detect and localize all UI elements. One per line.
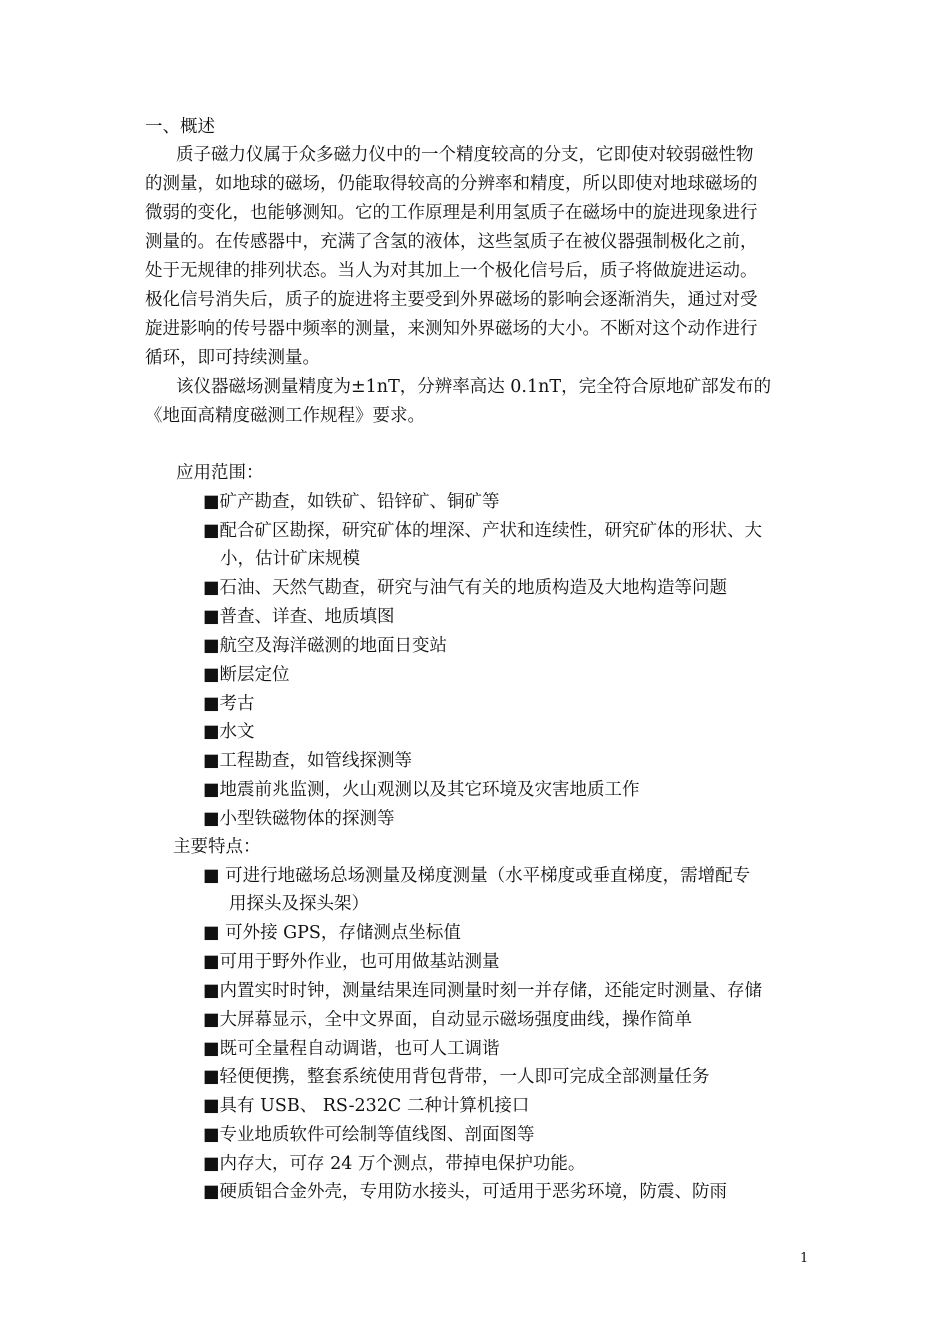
intro-line: 处于无规律的排列状态。当人为对其加上一个极化信号后，质子将做旋进运动。 <box>145 261 758 281</box>
feature-item: ■内置实时时钟，测量结果连同测量时刻一并存储，还能定时测量、存储 <box>203 981 763 1001</box>
intro-line: 极化信号消失后，质子的旋进将主要受到外界磁场的影响会逐渐消失，通过对受 <box>145 290 758 310</box>
feature-item: ■专业地质软件可绘制等值线图、剖面图等 <box>203 1125 535 1145</box>
features-heading: 主要特点： <box>173 837 261 857</box>
feature-item: ■硬质铝合金外壳，专用防水接头，可适用于恶劣环境，防震、防雨 <box>203 1182 728 1202</box>
application-item: ■石油、天然气勘查，研究与油气有关的地质构造及大地构造等问题 <box>203 578 728 598</box>
section-heading: 一、概述 <box>145 117 215 137</box>
feature-item: ■可用于野外作业，也可用做基站测量 <box>203 952 500 972</box>
application-item: ■工程勘查，如管线探测等 <box>203 751 413 771</box>
feature-item: ■内存大，可存 24 万个测点，带掉电保护功能。 <box>203 1154 586 1174</box>
applications-heading: 应用范围： <box>176 463 264 483</box>
application-item: ■考古 <box>203 694 255 714</box>
spec-line: 该仪器磁场测量精度为±1nT，分辨率高达 0.1nT，完全符合原地矿部发布的 <box>176 377 772 397</box>
intro-line: 循环，即可持续测量。 <box>145 348 320 368</box>
intro-line: 旋进影响的传号器中频率的测量，来测知外界磁场的大小。不断对这个动作进行 <box>145 319 758 339</box>
feature-item: ■轻便便携，整套系统使用背包背带，一人即可完成全部测量任务 <box>203 1067 710 1087</box>
feature-item-continued: 用探头及探头架） <box>229 894 369 914</box>
application-item: ■矿产勘查，如铁矿、铅锌矿、铜矿等 <box>203 492 500 512</box>
application-item-continued: 小，估计矿床规模 <box>220 549 360 569</box>
spec-line: 《地面高精度磁测工作规程》要求。 <box>145 406 425 426</box>
feature-item: ■大屏幕显示，全中文界面，自动显示磁场强度曲线，操作简单 <box>203 1010 693 1030</box>
feature-item: ■ 可进行地磁场总场测量及梯度测量（水平梯度或垂直梯度，需增配专 <box>203 866 751 886</box>
page-number: 1 <box>800 1251 809 1266</box>
intro-line: 微弱的变化，也能够测知。它的工作原理是利用氢质子在磁场中的旋进现象进行 <box>145 203 758 223</box>
feature-item: ■具有 USB、 RS-232C 二种计算机接口 <box>203 1096 530 1116</box>
feature-item: ■ 可外接 GPS，存储测点坐标值 <box>203 923 461 943</box>
application-item: ■地震前兆监测，火山观测以及其它环境及灾害地质工作 <box>203 780 640 800</box>
application-item: ■航空及海洋磁测的地面日变站 <box>203 636 448 656</box>
application-item: ■小型铁磁物体的探测等 <box>203 809 395 829</box>
application-item: ■断层定位 <box>203 665 290 685</box>
intro-line: 测量的。在传感器中，充满了含氢的液体，这些氢质子在被仪器强制极化之前， <box>145 232 758 252</box>
application-item: ■水文 <box>203 722 255 742</box>
intro-line: 的测量，如地球的磁场，仍能取得较高的分辨率和精度，所以即使对地球磁场的 <box>145 174 758 194</box>
intro-line: 质子磁力仪属于众多磁力仪中的一个精度较高的分支，它即使对较弱磁性物 <box>176 145 754 165</box>
application-item: ■配合矿区勘探，研究矿体的埋深、产状和连续性，研究矿体的形状、大 <box>203 521 763 541</box>
feature-item: ■既可全量程自动调谐，也可人工调谐 <box>203 1039 500 1059</box>
application-item: ■普查、详查、地质填图 <box>203 607 395 627</box>
